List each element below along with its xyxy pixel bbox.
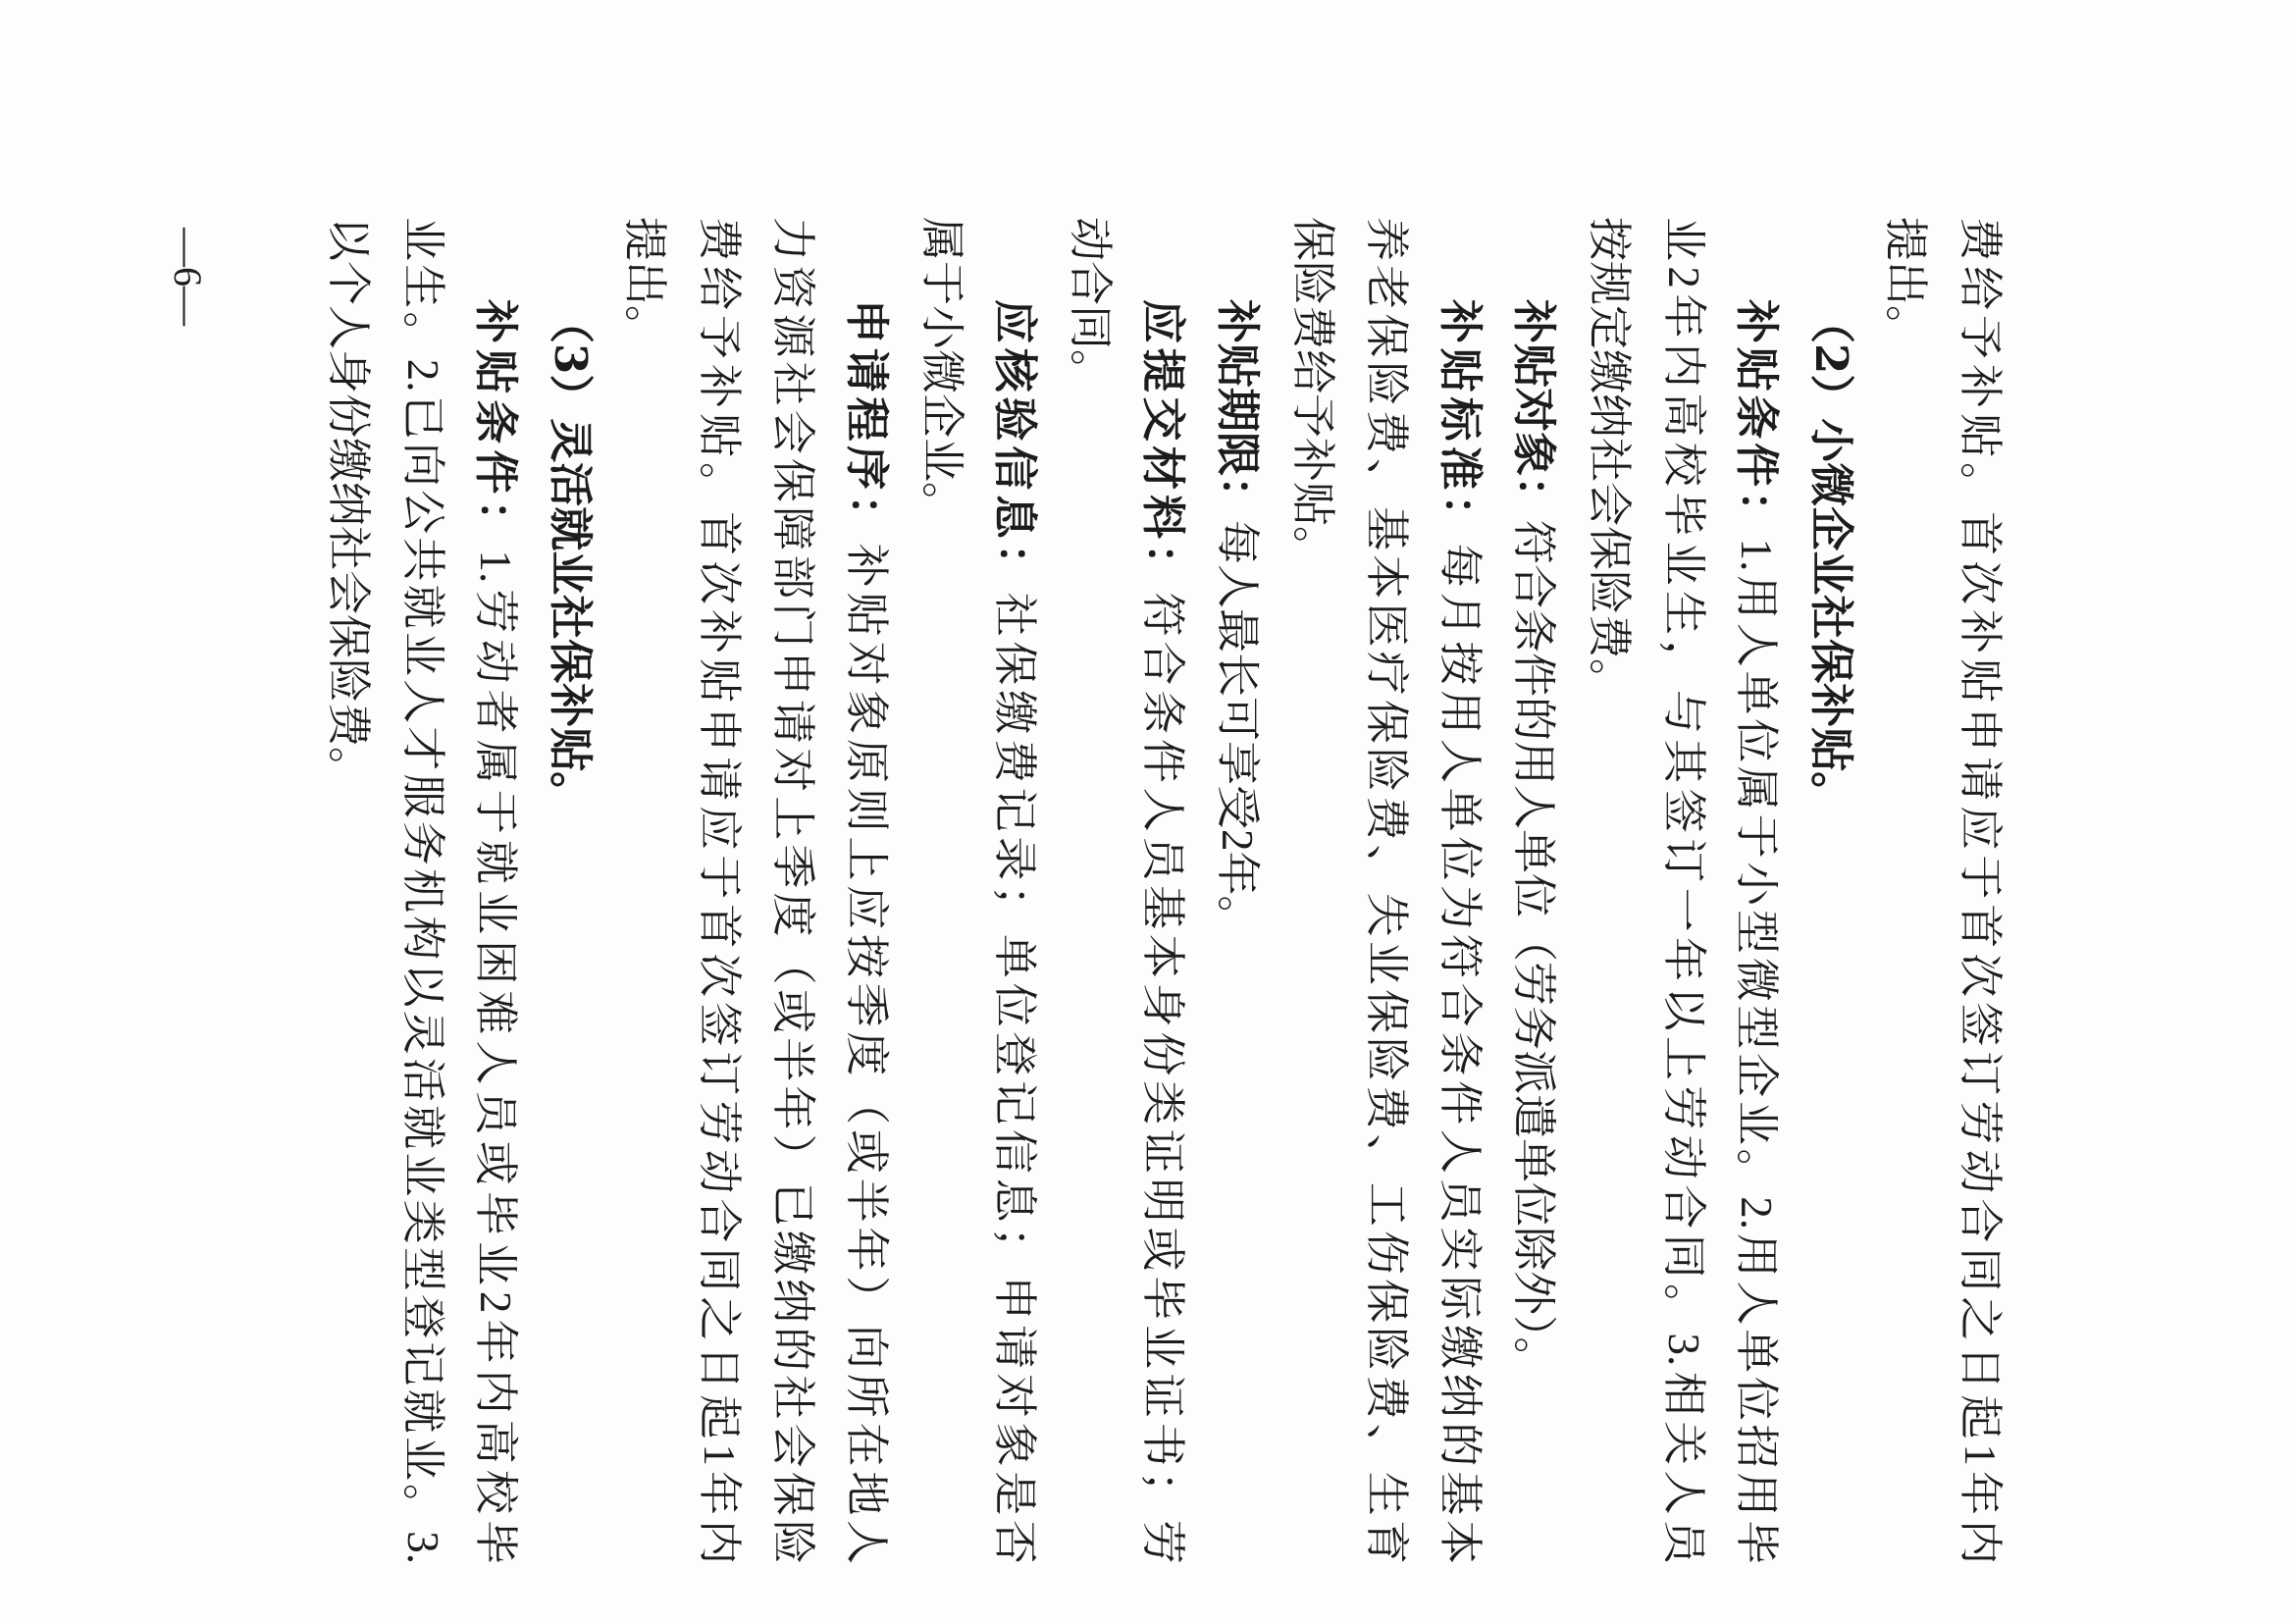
field-label: 应提交材料： bbox=[1137, 299, 1190, 593]
text-line bbox=[1497, 217, 1572, 1564]
text-line bbox=[1275, 217, 1349, 1564]
text-line bbox=[1349, 217, 1424, 1564]
text-line bbox=[1200, 217, 1275, 1564]
line-text: 补贴对象原则上应按季度（或半年）向所在地人 bbox=[842, 543, 892, 1564]
text-line bbox=[756, 217, 830, 1564]
line-text: 社保缴费记录；单位登记信息；申请对象是否 bbox=[990, 592, 1040, 1564]
line-text: 提出。 bbox=[1881, 217, 1931, 350]
line-text: 业2年内高校毕业生，与其签订一年以上劳动合同。3.相关人员 bbox=[1658, 217, 1708, 1564]
text-line bbox=[607, 217, 682, 1564]
text-line bbox=[459, 217, 534, 1564]
page-number: —6— bbox=[166, 228, 210, 326]
field-label: 补贴条件： bbox=[1731, 299, 1784, 539]
text-line bbox=[1645, 217, 1720, 1564]
text-line bbox=[904, 217, 978, 1564]
text-line bbox=[681, 217, 756, 1564]
line-text: 每人最长可享受2年。 bbox=[1213, 520, 1263, 940]
field-label: 申请程序： bbox=[841, 299, 894, 544]
text-line bbox=[978, 217, 1053, 1564]
text-line bbox=[1052, 217, 1126, 1564]
field-label: 补贴标准： bbox=[1434, 299, 1487, 544]
field-label: 补贴对象： bbox=[1508, 299, 1561, 521]
text-line bbox=[1868, 217, 1943, 1564]
line-text: 以个人身份缴纳社会保险费。 bbox=[323, 217, 373, 792]
line-text: 按规定缴纳社会保险费。 bbox=[1585, 217, 1635, 704]
line-text: 1.用人单位属于小型微型企业。2.用人单位招用毕 bbox=[1732, 538, 1782, 1564]
line-text: 属于小微企业。 bbox=[916, 217, 966, 527]
line-text: 费给予补贴。首次补贴申请应于首次签订劳动合同之日起1年内 bbox=[1956, 217, 2005, 1564]
line-text: 保险费给予补贴。 bbox=[1287, 217, 1337, 571]
section-heading bbox=[1794, 217, 1868, 1564]
line-text: 符合条件人员基本身份类证明或毕业证书；劳 bbox=[1138, 592, 1188, 1564]
line-text: 符合条件的用人单位（劳务派遣单位除外）。 bbox=[1509, 520, 1559, 1382]
field-label: 应核验信息： bbox=[989, 299, 1042, 593]
line-text: 动合同。 bbox=[1065, 217, 1115, 394]
line-text: 提出。 bbox=[620, 217, 670, 350]
section-heading bbox=[533, 217, 607, 1564]
line-text: 养老保险费、基本医疗保险费、失业保险费、工伤保险费、生育 bbox=[1362, 217, 1412, 1564]
line-text: 每月按用人单位为符合条件人员实际缴纳的基本 bbox=[1435, 543, 1485, 1564]
line-text: 业生。2.已向公共就业人才服务机构以灵活就业类型登记就业。3. bbox=[397, 217, 447, 1564]
line-text: 费给予补贴。首次补贴申请应于首次签订劳动合同之日起1年内 bbox=[694, 217, 744, 1564]
text-line bbox=[385, 217, 459, 1564]
text-line bbox=[1720, 217, 1795, 1564]
text-line bbox=[1423, 217, 1497, 1564]
body-text bbox=[310, 217, 2016, 1564]
line-text: 1.劳动者属于就业困难人员或毕业2年内高校毕 bbox=[471, 550, 521, 1564]
text-line bbox=[1126, 217, 1201, 1564]
text-line bbox=[310, 217, 385, 1564]
section-heading-text: （3）灵活就业社保补贴。 bbox=[544, 299, 597, 816]
section-heading-text: （2）小微企业社保补贴。 bbox=[1804, 299, 1857, 816]
line-text: 力资源社会保障部门申请对上季度（或半年）已缴纳的社会保险 bbox=[768, 217, 818, 1564]
text-line bbox=[1571, 217, 1645, 1564]
field-label: 补贴期限： bbox=[1212, 299, 1265, 521]
field-label: 补贴条件： bbox=[470, 299, 523, 550]
text-line bbox=[830, 217, 905, 1564]
text-line bbox=[1942, 217, 2016, 1564]
